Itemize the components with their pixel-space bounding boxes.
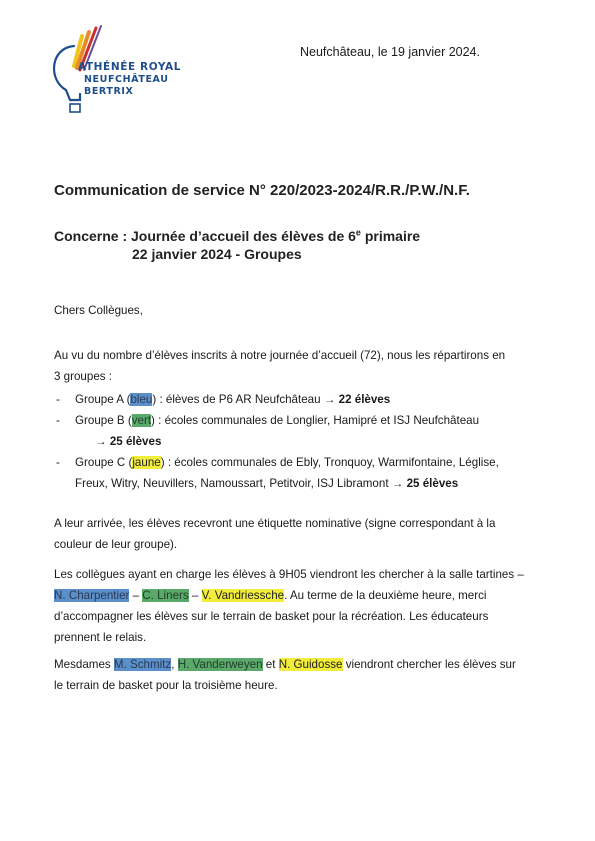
concerne-block	[54, 223, 420, 263]
salutation: Chers Collègues,	[54, 304, 143, 317]
color-yellow-label: jaune	[132, 456, 161, 469]
name-charpentier: N. Charpentier	[54, 589, 130, 602]
logo-line-2: NEUFCHÂTEAU	[84, 74, 169, 85]
name-schmitz: M. Schmitz	[113, 658, 172, 671]
mesdames-paragraph: Mesdames M. Schmitz, H. Vanderweyen et N. Guidosse viendront chercher les élèves sur le terrain de basket pour la troisième heure.	[54, 658, 516, 692]
intro-paragraph: Au vu du nombre d’élèves inscrits à notre journée d’accueil (72), nous les répartirons en 3 groupes :	[54, 349, 506, 383]
color-blue-label: bleu	[130, 393, 153, 406]
arrival-paragraph: A leur arrivée, les élèves recevront une étiquette nominative (signe correspondant à la couleur de leur groupe).	[54, 517, 496, 551]
concerne-line-1: Concerne : Journée d’accueil des élèves de 6e primaire	[54, 227, 421, 244]
group-a-item: - Groupe A (bleu) : élèves de P6 AR Neufchâteau → 22 élèves	[56, 393, 391, 406]
colleagues-paragraph: Les collègues ayant en charge les élèves à 9H05 viendront les chercher à la salle tartines – N. Charpentier – C. Liners – V. Vandriessche. Au terme de la deuxième heure, merci d’accompagner les élèves sur le terrain de basket pour la récréation. Les éducateurs prennent le relais.	[54, 568, 524, 644]
group-b-item: - Groupe B (vert) : écoles communales de Longlier, Hamipré et ISJ Neufchâteau → 25 élèves	[56, 414, 480, 448]
date-line: Neufchâteau, le 19 janvier 2024.	[300, 45, 480, 59]
groups-list	[54, 389, 499, 494]
name-guidosse: N. Guidosse	[278, 658, 343, 671]
communication-title: Communication de service N° 220/2023-2024/R.R./P.W./N.F.	[54, 182, 470, 199]
color-green-label: vert	[131, 414, 152, 427]
logo-line-3: BERTRIX	[84, 86, 134, 97]
concerne-line-2: 22 janvier 2024 - Groupes	[132, 245, 302, 262]
name-liners: C. Liners	[142, 589, 189, 602]
group-c-item: - Groupe C (jaune) : écoles communales de Ebly, Tronquoy, Warmifontaine, Léglise, Freux, Witry, Neuvillers, Namoussart, Petitvoir, ISJ Libramont → 25 élèves	[56, 456, 499, 490]
logo-line-1: ATHÉNÉE ROYAL	[78, 61, 182, 73]
name-vandriessche: V. Vandriessche	[201, 589, 285, 602]
name-vanderweyen: H. Vanderweyen	[177, 658, 263, 671]
school-logo	[44, 18, 182, 118]
